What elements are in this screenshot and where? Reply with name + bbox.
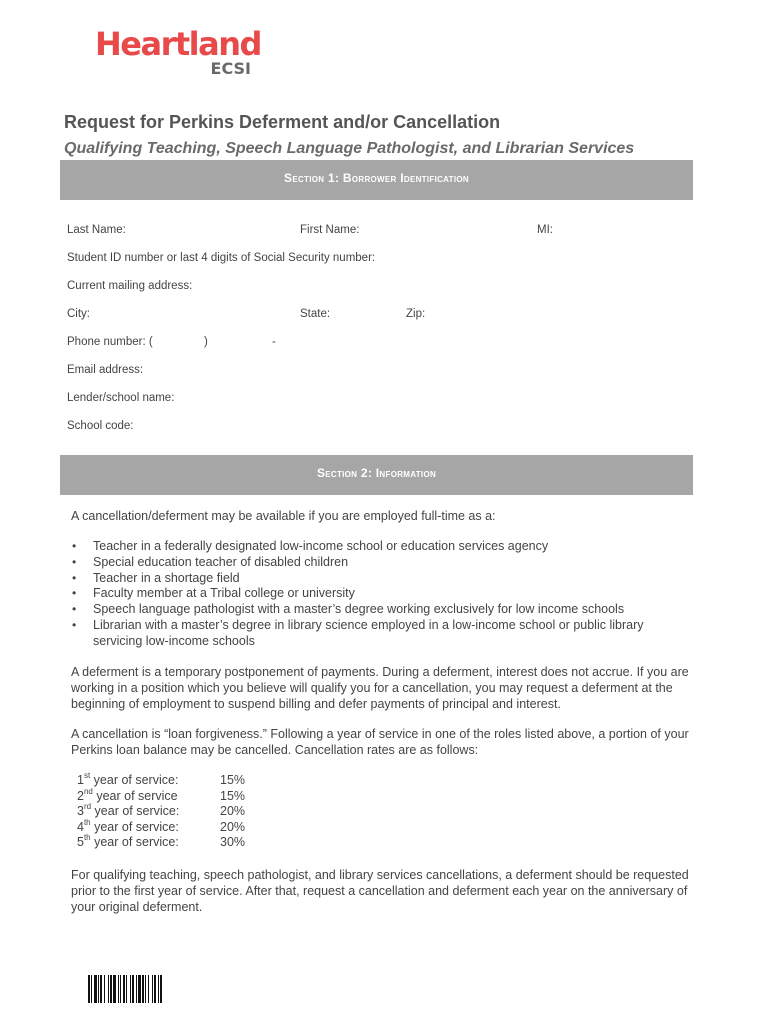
rate-percent: 20% [220,819,246,834]
closing-paragraph: For qualifying teaching, speech pathologist, and library services cancellations, a deferment should be requested prior to the first year of service. After that, request a cancellation and deferment each year on the anniversary of your original deferment. [71,868,689,914]
city-field[interactable]: City: [67,308,90,320]
list-item: • Librarian with a master’s degree in library science employed in a low-income school or public library servicing low-income schools [72,617,644,648]
section-2-intro: A cancellation/deferment may be available if you are employed full-time as a: [71,509,496,523]
rate-percent: 15% [220,788,246,803]
list-item: • Speech language pathologist with a master’s degree working exclusively for low income schools [72,602,625,617]
barcode-graphic [88,975,214,1003]
phone-number-field[interactable]: Phone number: ( [67,336,153,348]
list-item: • Teacher in a federally designated low-income school or education services agency [72,539,549,553]
rate-row: 4th year of service: 20% [77,817,246,834]
zip-field[interactable]: Zip: [406,308,426,320]
section-2-title: Section 2: Information [316,466,437,480]
first-name-field[interactable]: First Name: [300,224,360,236]
section-1-title: Section 1: Borrower Identification [284,171,469,185]
cancellation-rates-table [71,773,691,851]
rate-percent: 15% [220,773,246,787]
page-subtitle: Qualifying Teaching, Speech Language Pathologist, and Librarian Services [64,140,635,157]
bullet-icon: • [72,586,77,601]
heartland-ecsi-logo [95,25,261,80]
list-item: • Teacher in a shortage field [72,570,240,585]
list-item: • Special education teacher of disabled children [72,554,349,569]
rate-percent: 20% [220,804,246,818]
logo-brand-text: Heartland [95,25,261,63]
rate-row: 5th year of service: 30% [77,833,246,849]
bullet-icon: • [72,554,77,569]
bullet-icon: • [72,602,77,617]
list-item: • Faculty member at a Tribal college or university [72,586,355,601]
eligibility-list-container [71,539,691,650]
rate-row: 3rd year of service: 20% [77,802,246,818]
lender-school-field[interactable]: Lender/school name: [67,392,175,404]
section-2-header [60,455,693,495]
state-field[interactable]: State: [300,308,331,320]
logo-sub-text: ECSI [210,59,251,78]
mi-field[interactable]: MI: [537,224,553,236]
eligibility-list [71,539,691,650]
mailing-address-field[interactable]: Current mailing address: [67,280,193,292]
rate-row: 1st year of service: 15% [77,771,246,787]
last-name-field[interactable]: Last Name: [67,224,126,236]
rate-row: 2nd year of service 15% [77,786,246,803]
student-id-field[interactable]: Student ID number or last 4 digits of Social Security number: [67,252,376,264]
rate-percent: 30% [220,835,246,849]
bullet-icon: • [72,539,77,553]
deferment-paragraph: A deferment is a temporary postponement of payments. During a deferment, interest does not accrue. If you are working in a position which you believe will qualify you for a cancellation, you may request a deferment at the beginning of employment to suspend billing and defer payments of principal and interest. [71,665,689,711]
cancellation-paragraph: A cancellation is “loan forgiveness.” Following a year of service in one of the roles listed above, a portion of your Perkins loan balance may be cancelled. Cancellation rates are as follows: [71,727,689,757]
phone-paren-close: ) [204,336,208,348]
school-code-field[interactable]: School code: [67,420,134,432]
section-1-header [60,160,693,200]
bullet-icon: • [72,617,77,632]
page-title: Request for Perkins Deferment and/or Cancellation [64,112,501,132]
phone-dash: - [272,336,276,348]
bullet-icon: • [72,570,77,585]
email-field[interactable]: Email address: [67,364,144,376]
